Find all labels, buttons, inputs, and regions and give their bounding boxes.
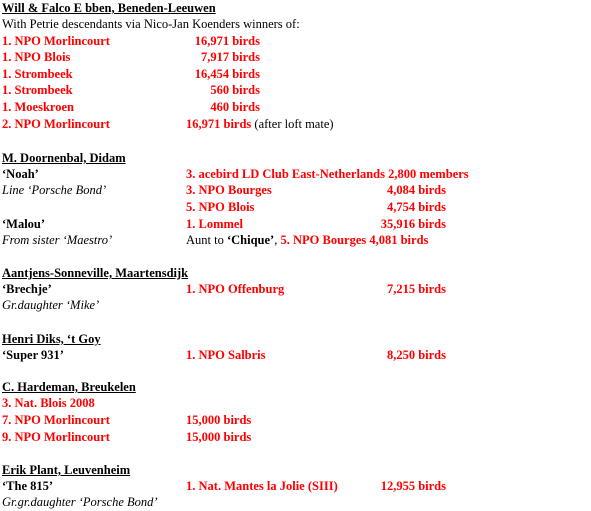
result-place: 1. Lommel: [186, 217, 243, 231]
result-birds: 16,454 birds: [194, 67, 260, 81]
bird-name: ‘Malou’: [2, 217, 46, 231]
result-birds: 7,917 birds: [200, 50, 260, 64]
result-place: 9. NPO Morlincourt: [2, 430, 110, 444]
breeder-heading-doornenbal: M. Doornenbal, Didam: [2, 151, 126, 165]
result-birds: 4,084 birds: [386, 183, 446, 197]
result-place: 1. NPO Offenburg: [186, 282, 285, 296]
result-birds: 15,000 birds: [186, 413, 252, 427]
result-birds: 460 birds: [210, 100, 260, 114]
breeder-heading-aantjens: Aantjens-Sonneville, Maartensdijk: [2, 266, 189, 280]
result-row: [2, 66, 260, 82]
relation-text: [186, 232, 428, 248]
bird-name: ‘Brechje’: [2, 282, 52, 296]
result-row: [2, 82, 260, 98]
bird-name: ‘Super 931’: [2, 348, 64, 362]
relation-bird: ‘Chique’: [226, 233, 275, 247]
result-place: 1. NPO Morlincourt: [2, 34, 110, 48]
bird-row: [2, 232, 429, 248]
bird-row: [2, 281, 446, 297]
breeder-heading-ebben: Will & Falco E bben, Beneden-Leeuwen: [2, 1, 216, 15]
breeder-heading-hardeman: C. Hardeman, Breukelen: [2, 380, 136, 394]
result-place: 1. Moeskroen: [2, 100, 74, 114]
result-note: (after loft mate): [251, 117, 334, 131]
result-place: 1. Strombeek: [2, 67, 73, 81]
result-place: 1. Strombeek: [2, 83, 73, 97]
result-birds: 16,971 birds: [194, 34, 260, 48]
bird-name: ‘Noah’: [2, 167, 39, 181]
result-birds-group: [186, 116, 334, 132]
result-row: [2, 49, 260, 65]
result-place: 5. NPO Blois: [186, 200, 255, 214]
bird-pedigree: From sister ‘Maestro’: [2, 233, 113, 247]
result-place: 3. NPO Bourges: [186, 183, 272, 197]
result-birds: 16,971 birds: [186, 117, 252, 131]
result-row: [2, 116, 334, 132]
result-row: [2, 412, 252, 428]
result-birds: 8,250 birds: [386, 348, 446, 362]
result-place: 1. Nat. Mantes la Jolie (SIII): [186, 479, 338, 493]
bird-name: ‘The 815’: [2, 479, 54, 493]
result-birds: 560 birds: [210, 83, 260, 97]
breeder-heading-diks: Henri Diks, ‘t Goy: [2, 332, 101, 346]
bird-row: [2, 166, 469, 182]
result-row: [2, 99, 260, 115]
result-birds: 12,955 birds: [380, 479, 446, 493]
bird-pedigree: Gr.daughter ‘Mike’: [2, 298, 100, 312]
result-birds: 15,000 birds: [186, 430, 252, 444]
result-place: 7. NPO Morlincourt: [2, 413, 110, 427]
result-birds: 35,916 birds: [380, 217, 446, 231]
result-row: [2, 33, 260, 49]
bird-pedigree: Gr.gr.daughter ‘Porsche Bond’: [2, 495, 158, 509]
bird-row: [2, 182, 446, 198]
result-place: 3. Nat. Blois 2008: [2, 396, 95, 410]
result-place: 1. NPO Blois: [2, 50, 71, 64]
result-place: 2. NPO Morlincourt: [2, 117, 110, 131]
bird-row: [2, 216, 446, 232]
result-place: 1. NPO Salbris: [186, 348, 266, 362]
relation-prefix: Aunt to: [186, 233, 227, 247]
relation-result: 5. NPO Bourges 4,081 birds: [280, 233, 429, 247]
intro-text: With Petrie descendants via Nico-Jan Koenders winners of:: [2, 17, 300, 31]
result-birds: 7,215 birds: [386, 282, 446, 296]
bird-pedigree: Line ‘Porsche Bond’: [2, 183, 107, 197]
bird-row: [2, 347, 446, 363]
result-birds: 4,754 birds: [386, 200, 446, 214]
breeder-heading-plant: Erik Plant, Leuvenheim: [2, 463, 131, 477]
result-row: [2, 429, 252, 445]
result-text: 3. acebird LD Club East-Netherlands 2,800 members: [186, 167, 469, 181]
relation-comma: ,: [274, 233, 281, 247]
bird-row: [2, 478, 446, 494]
